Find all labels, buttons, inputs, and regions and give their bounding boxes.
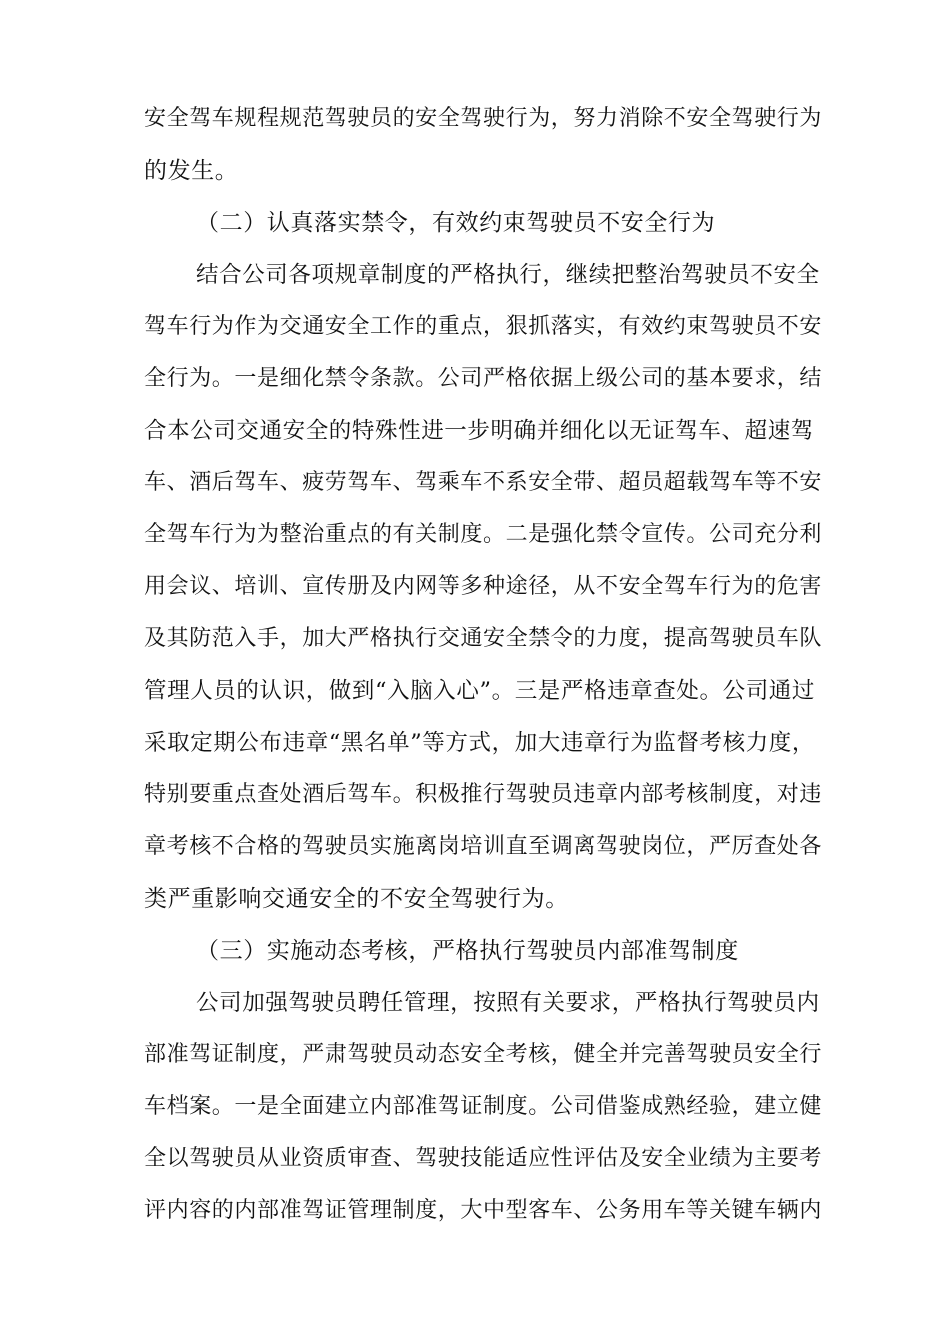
text-line: 及其防范入手，加大严格执行交通安全禁令的力度，提高驾驶员车队 [144,626,823,651]
text-line: 评内容的内部准驾证管理制度，大中型客车、公务用车等关键车辆内 [144,1198,823,1223]
text-line: 合本公司交通安全的特殊性进一步明确并细化以无证驾车、超速驾 [144,418,814,444]
text-line: 车档案。一是全面建立内部准驾证制度。公司借鉴成熟经验，建立健 [144,1094,823,1119]
text-line: 车、酒后驾车、疲劳驾车、驾乘车不系安全带、超员超载驾车等不安 [144,470,823,495]
text-line: 的发生。 [144,158,239,184]
text-line: 全驾车行为为整治重点的有关制度。二是强化禁令宣传。公司充分利 [144,522,823,547]
text-line: 管理人员的认识，做到“入脑入心”。三是严格违章查处。公司通过 [144,678,816,704]
text-line: 安全驾车规程规范驾驶员的安全驾驶行为，努力消除不安全驾驶行为 [144,106,823,131]
text-line: 全行为。一是细化禁令条款。公司严格依据上级公司的基本要求，结 [144,366,823,391]
text-line: 特别要重点查处酒后驾车。积极推行驾驶员违章内部考核制度，对违 [144,782,823,807]
text-line: 部准驾证制度，严肃驾驶员动态安全考核，健全并完善驾驶员安全行 [144,1042,823,1067]
text-line: 用会议、培训、宣传册及内网等多种途径，从不安全驾车行为的危害 [144,574,823,599]
section-heading: （三）实施动态考核，严格执行驾驶员内部准驾制度 [196,938,739,964]
text-line: 全以驾驶员从业资质审查、驾驶技能适应性评估及安全业绩为主要考 [144,1146,823,1171]
text-line: 章考核不合格的驾驶员实施离岗培训直至调离驾驶岗位，严厉查处各 [144,834,823,859]
text-line: 类严重影响交通安全的不安全驾驶行为。 [144,886,569,912]
text-line: 公司加强驾驶员聘任管理，按照有关要求，严格执行驾驶员内 [196,990,820,1016]
section-heading: （二）认真落实禁令，有效约束驾驶员不安全行为 [196,210,716,236]
text-line: 采取定期公布违章“黑名单”等方式，加大违章行为监督考核力度， [144,730,816,756]
text-line: 结合公司各项规章制度的严格执行，继续把整治驾驶员不安全 [196,262,820,288]
text-line: 驾车行为作为交通安全工作的重点，狠抓落实，有效约束驾驶员不安 [144,314,823,339]
